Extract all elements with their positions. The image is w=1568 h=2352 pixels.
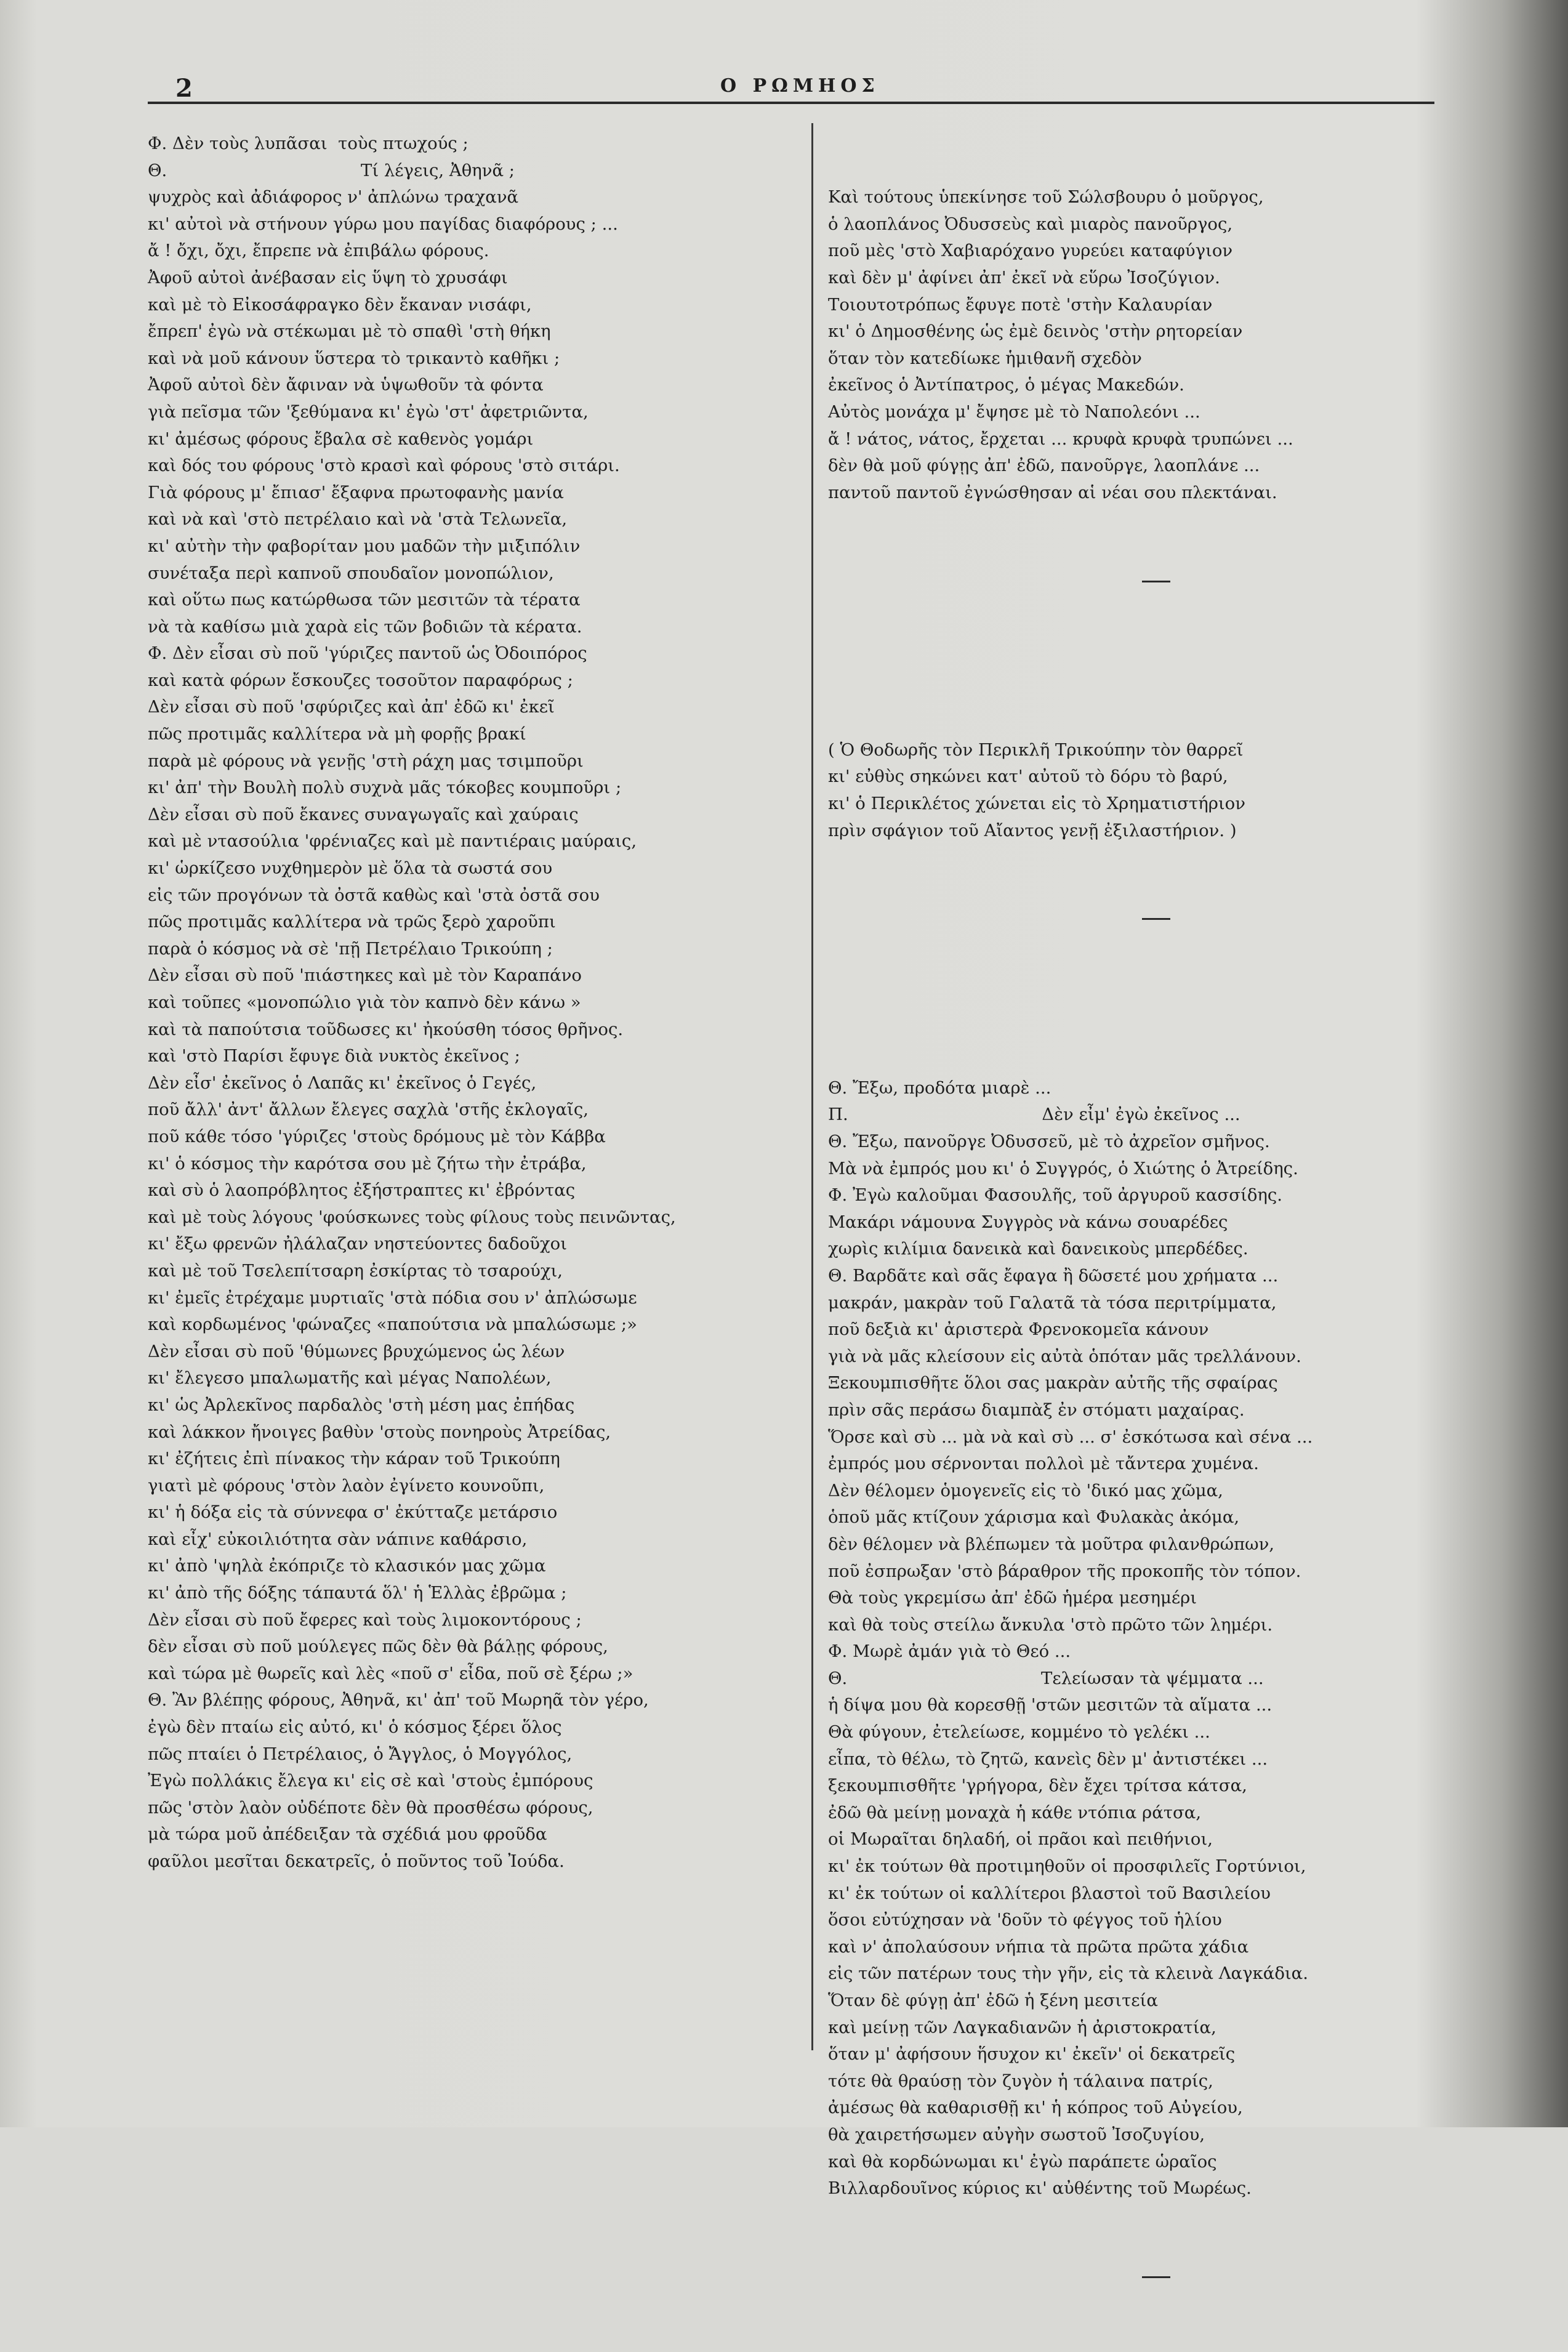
- verse-line: παρὰ ὁ κόσμος νὰ σὲ 'πῇ Πετρέλαιο Τρικούπη ;: [148, 938, 553, 959]
- verse-line: καὶ δός του φόρους 'στὸ κρασὶ καὶ φόρους 'στὸ σιτάρι.: [148, 456, 620, 476]
- verse-line: καὶ δὲν μ' ἀφίνει ἀπ' ἐκεῖ νὰ εὕρω Ἰσοζύγιον.: [828, 267, 1220, 288]
- verse-line: Ἀφοῦ αὐτοὶ ἀνέβασαν εἰς ὕψη τὸ χρυσάφι: [148, 267, 508, 288]
- verse-line: Δὲν εἶσαι σὺ ποῦ 'θύμωνες βρυχώμενος ὡς λέων: [148, 1341, 565, 1361]
- verse-line: Φ. Δὲν εἶσαι σὺ ποῦ 'γύριζες παντοῦ ὡς Ὀδοιπόρος: [148, 643, 587, 664]
- verse-line: καὶ τὰ παπούτσια τοῦδωσες κι' ἠκούσθη τόσος θρῆνος.: [148, 1019, 624, 1039]
- verse-line: Θὰ φύγουν, ἐτελείωσε, κομμένο τὸ γελέκι ...: [828, 1722, 1210, 1742]
- verse-line: κι' ἀμέσως φόρους ἔβαλα σὲ καθενὸς γομάρι: [148, 429, 534, 449]
- masthead-title: Ο ΡΩΜΗΟΣ: [720, 75, 880, 97]
- verse-line: καὶ μὲ τοὺς λόγους 'φούσκωνες τοὺς φίλους τοὺς πεινῶντας,: [148, 1207, 676, 1227]
- verse-line: πῶς 'στὸν λαὸν οὐδέποτε δὲν θὰ προσθέσω φόρους,: [148, 1797, 593, 1818]
- verse-line: καὶ μὲ τοῦ Τσελεπίτσαρη ἐσκίρτας τὸ τσαρούχι,: [148, 1260, 563, 1281]
- verse-line: κι' ἀπὸ τῆς δόξης τάπαυτά ὅλ' ἡ Ἑλλὰς ἐβρῶμα ;: [148, 1583, 567, 1603]
- verse-line: πρὶν σφάγιον τοῦ Αἴαντος γενῇ ἐξιλαστήριον. ): [828, 820, 1237, 840]
- verse-line: μὰ τώρα μοῦ ἀπέδειξαν τὰ σχέδιά μου φροῦδα: [148, 1824, 547, 1845]
- column-divider: [811, 123, 813, 2050]
- verse-line: ποῦ μὲς 'στὸ Χαβιαρόχανο γυρεύει καταφύγιον: [828, 241, 1233, 261]
- page-number: 2: [175, 74, 193, 103]
- verse-line: Γιὰ φόρους μ' ἔπιασ' ἔξαφνα πρωτοφανὴς μανία: [148, 482, 564, 502]
- verse-line: Ὅταν δὲ φύγῃ ἀπ' ἐδῶ ἡ ξένη μεσιτεία: [828, 1991, 1158, 2010]
- verse-line: καὶ θὰ τοὺς στείλω ἄνκυλα 'στὸ πρῶτο τῶν λημέρι.: [828, 1614, 1273, 1635]
- verse-line: ἐδῶ θὰ μείνῃ μοναχὰ ἡ κάθε ντόπια ράτσα,: [828, 1802, 1202, 1822]
- verse-line: ἡ δίψα μου θὰ κορεσθῇ 'στῶν μεσιτῶν τὰ αἵματα ...: [828, 1695, 1272, 1715]
- verse-line: καὶ μὲ ντασούλια 'φρένιαζες καὶ μὲ παντιέραις μαύραις,: [148, 831, 637, 852]
- verse-line: νὰ τὰ καθίσω μιὰ χαρὰ εἰς τῶν βοδιῶν τὰ κέρατα.: [148, 616, 582, 637]
- verse-line: καὶ μὲ τὸ Εἰκοσάφραγκο δὲν ἔκαναν νισάφι,: [148, 294, 532, 315]
- verse-line: Θ. Βαρδᾶτε καὶ σᾶς ἔφαγα ἢ δῶσετέ μου χρήματα ...: [828, 1265, 1279, 1286]
- verse-line: κι' ἐζήτεις ἐπὶ πίνακος τὴν κάραν τοῦ Τρικούπη: [148, 1449, 560, 1469]
- verse-line: κι' ὁ Δημοσθένης ὡς ἐμὲ δεινὸς 'στὴν ρητορείαν: [828, 321, 1243, 342]
- verse-line: καὶ νὰ μοῦ κάνουν ὕστερα τὸ τρικαντὸ καθῆκι ;: [148, 348, 560, 368]
- verse-line: πρὶν σᾶς περάσω διαμπὰξ ἐν στόματι μαχαίρας.: [828, 1400, 1245, 1420]
- verse-line: Θ. Ἔξω, προδότα μιαρὲ ...: [828, 1077, 1051, 1098]
- verse-line: Θ. Τί λέγεις, Ἀθηνᾶ ;: [148, 160, 515, 180]
- verse-line: Θ. Τελείωσαν τὰ ψέμματα ...: [828, 1668, 1264, 1688]
- left-column: [148, 131, 800, 1875]
- verse-line: κι' ἀπ' τὴν Βουλὴ πολὺ συχνὰ μᾶς τόκοβες κουμποῦρι ;: [148, 778, 622, 798]
- verse-line: καὶ σὺ ὁ λαοπρόβλητος ἐξήστραπτες κι' ἐβρόντας: [148, 1180, 576, 1201]
- verse-line: ( Ὁ Θοδωρῆς τὸν Περικλῆ Τρικούπην τὸν θαρρεῖ: [828, 739, 1244, 760]
- verse-line: κι' ὡς Ἀρλεκῖνος παρδαλὸς 'στὴ μέση μας ἐπήδας: [148, 1395, 575, 1415]
- verse-line: Δὲν εἶσαι σὺ ποῦ ἔκανες συναγωγαῖς καὶ χαύραις: [148, 804, 579, 824]
- verse-line: κι' αὐτὴν τὴν φαβορίταν μου μαδῶν τὴν μιξιπόλιν: [148, 536, 581, 556]
- verse-line: κι' ὡρκίζεσο νυχθημερὸν μὲ ὅλα τὰ σωστά σου: [148, 858, 553, 879]
- verse-line: πῶς προτιμᾶς καλλίτερα νὰ τρῶς ξερὸ χαροῦπι: [148, 912, 556, 932]
- verse-line: Καὶ τούτους ὑπεκίνησε τοῦ Σώλσβουρυ ὁ μοῦργος,: [828, 187, 1264, 207]
- verse-line: Θ. Ἂν βλέπῃς φόρους, Ἀθηνᾶ, κι' ἀπ' τοῦ Μωρηᾶ τὸν γέρο,: [148, 1690, 649, 1710]
- verse-line: Μὰ νὰ ἐμπρός μου κι' ὁ Συγγρός, ὁ Χιώτης ὁ Ἀτρείδης.: [828, 1158, 1298, 1178]
- header-rule: [148, 102, 1434, 104]
- verse-line: κι' ἐμεῖς ἐτρέχαμε μυρτιαῖς 'στὰ πόδια σου ν' ἀπλώσωμε: [148, 1287, 637, 1308]
- verse-line: κι' ὁ κόσμος τὴν καρότσα σου μὲ ζήτω τὴν ἐτράβα,: [148, 1153, 587, 1174]
- section-separator: [1142, 918, 1170, 920]
- verse-line: καὶ ν' ἀπολαύσουν νήπια τὰ πρῶτα πρῶτα χάδια: [828, 1936, 1249, 1957]
- verse-line: ψυχρὸς καὶ ἀδιάφορος ν' ἀπλώνω τραχανᾶ: [148, 187, 519, 207]
- verse-line: ἄ ! ὄχι, ὄχι, ἔπρεπε νὰ ἐπιβάλω φόρους.: [148, 241, 489, 261]
- verse-line: κι' αὐτοὶ νὰ στήνουν γύρω μου παγίδας διαφόρους ; ...: [148, 214, 618, 234]
- verse-line: πῶς πταίει ὁ Πετρέλαιος, ὁ Ἄγγλος, ὁ Μογγόλος,: [148, 1744, 573, 1764]
- verse-line: ἐγὼ δὲν πταίω εἰς αὐτό, κι' ὁ κόσμος ξέρει ὅλος: [148, 1717, 562, 1738]
- verse-line: καὶ κορδωμένος 'φώναζες «παπούτσια νὰ μπαλώσωμε ;»: [148, 1315, 637, 1335]
- verse-line: ὁποῦ μᾶς κτίζουν χάρισμα καὶ Φυλακὰς ἀκόμα,: [828, 1507, 1240, 1528]
- verse-line: παρὰ μὲ φόρους νὰ γενῇς 'στὴ ράχη μας τσιμποῦρι: [148, 751, 584, 771]
- verse-line: Τοιουτοτρόπως ἔφυγε ποτὲ 'στὴν Καλαυρίαν: [828, 294, 1213, 315]
- verse-line: Φ. Δὲν τοὺς λυπᾶσαι τοὺς πτωχούς ;: [148, 134, 468, 153]
- verse-line: ἐκεῖνος ὁ Ἀντίπατρος, ὁ μέγας Μακεδών.: [828, 375, 1184, 395]
- verse-line: δὲν εἶσαι σὺ ποῦ μούλεγες πῶς δὲν θὰ βάλῃς φόρους,: [148, 1637, 608, 1657]
- verse-line: ἔπρεπ' ἐγὼ νὰ στέκωμαι μὲ τὸ σπαθὶ 'στὴ θήκη: [148, 321, 551, 342]
- verse-line: δὲν θὰ μοῦ φύγῃς ἀπ' ἐδῶ, πανοῦργε, λαοπλάνε ...: [828, 456, 1260, 476]
- verse-line: γιατὶ μὲ φόρους 'στὸν λαὸν ἐγίνετο κουνοῦπι,: [148, 1475, 545, 1496]
- verse-line: Φ. Μωρὲ ἀμάν γιὰ τὸ Θεό ...: [828, 1641, 1071, 1662]
- verse-line: κι' ἐκ τούτων θὰ προτιμηθοῦν οἱ προσφιλεῖς Γορτύνιοι,: [828, 1856, 1306, 1877]
- verse-line: καὶ θὰ κορδώνωμαι κι' ἐγὼ παράπετε ὡραῖος: [828, 2151, 1217, 2172]
- verse-line: εἰς τῶν πατέρων τους τὴν γῆν, εἰς τὰ κλεινὰ Λαγκάδια.: [828, 1963, 1308, 1984]
- verse-line: τότε θὰ θραύσῃ τὸν ζυγὸν ἡ τάλαινα πατρίς,: [828, 2071, 1213, 2091]
- verse-line: κι' ἔξω φρενῶν ἠλάλαζαν νηστεύοντες δαδοῦχοι: [148, 1234, 568, 1254]
- verse-line: κι' ἡ δόξα εἰς τὰ σύννεφα σ' ἐκύτταζε μετάρσιο: [148, 1502, 558, 1523]
- verse-line: Φ. Ἐγὼ καλοῦμαι Φασουλῆς, τοῦ ἀργυροῦ κασσίδης.: [828, 1185, 1283, 1206]
- spacer: [828, 994, 1431, 1021]
- verse-line: ἀμέσως θὰ καθαρισθῇ κι' ἡ κόπρος τοῦ Αὐγείου,: [828, 2098, 1243, 2118]
- stage-direction: [828, 737, 1431, 844]
- verse-line: δὲν θέλομεν νὰ βλέπωμεν τὰ μοῦτρα φιλανθρώπων,: [828, 1534, 1275, 1554]
- verse-line: χωρὶς κιλίμια δανεικὰ καὶ δανεικοὺς μπερδέδες.: [828, 1239, 1248, 1259]
- spacer: [828, 656, 1431, 683]
- verse-line: ποῦ ἄλλ' ἀντ' ἄλλων ἔλεγες σαχλὰ 'στῆς ἐκλογαῖς,: [148, 1100, 589, 1120]
- verse-line: καὶ λάκκον ἤνοιγες βαθὺν 'στοὺς πονηροὺς Ἀτρείδας,: [148, 1422, 611, 1442]
- verse-line: γιὰ πεῖσμα τῶν 'ξεθύμανα κι' ἐγὼ 'στ' ἀφετριῶντα,: [148, 401, 589, 422]
- verse-line: καὶ νὰ καὶ 'στὸ πετρέλαιο καὶ νὰ 'στὰ Τελωνεῖα,: [148, 509, 568, 530]
- right-column: [828, 131, 1431, 2352]
- verse-line: Θὰ τοὺς γκρεμίσω ἀπ' ἐδῶ ἡμέρα μεσημέρι: [828, 1588, 1197, 1608]
- verse-line: ποῦ κάθε τόσο 'γύριζες 'στοὺς δρόμους μὲ τὸν Κάββα: [148, 1126, 606, 1146]
- verse-line: Δὲν εἶσαι σὺ ποῦ ἔφερες καὶ τοὺς λιμοκοντόρους ;: [148, 1609, 582, 1630]
- verse-line: οἱ Μωραῖται δηλαδή, οἱ πρᾶοι καὶ πειθήνιοι,: [828, 1829, 1213, 1850]
- section-separator: [1142, 581, 1170, 582]
- verse-line: Δὲν εἶσαι σὺ ποῦ 'σφύριζες καὶ ἀπ' ἐδῶ κι' ἐκεῖ: [148, 697, 555, 717]
- verse-line: καὶ μείνῃ τῶν Λαγκαδιανῶν ἡ ἀριστοκρατία,: [828, 2017, 1216, 2037]
- verse-line: καὶ 'στὸ Παρίσι ἔφυγε διὰ νυκτὸς ἐκεῖνος ;: [148, 1046, 520, 1066]
- verse-line: Θ. Ἔξω, πανοῦργε Ὀδυσσεῦ, μὲ τὸ ἀχρεῖον σμῆνος.: [828, 1132, 1270, 1151]
- verse-line: εἰς τῶν προγόνων τὰ ὀστᾶ καθὼς καὶ 'στὰ ὀστᾶ σου: [148, 885, 600, 905]
- page-header: [148, 73, 1434, 110]
- verse-line: φαῦλοι μεσῖται δεκατρεῖς, ὁ ποῦντος τοῦ Ἰούδα.: [148, 1851, 565, 1871]
- verse-line: εἶπα, τὸ θέλω, τὸ ζητῶ, κανεὶς δὲν μ' ἀντιστέκει ...: [828, 1749, 1268, 1769]
- verse-line: συνέταξα περὶ καπνοῦ σπουδαῖον μονοπώλιον,: [148, 563, 554, 583]
- verse-line: ὅσοι εὐτύχησαν νὰ 'δοῦν τὸ φέγγος τοῦ ἡλίου: [828, 1910, 1222, 1930]
- verse-line: Ἐγὼ πολλάκις ἔλεγα κι' εἰς σὲ καὶ 'στοὺς ἐμπόρους: [148, 1771, 593, 1791]
- verse-line: Δὲν εἶσ' ἐκεῖνος ὁ Λαπᾶς κι' ἐκεῖνος ὁ Γεγές,: [148, 1073, 537, 1093]
- verse-line: κι' ἀπὸ 'ψηλὰ ἐκόπριζε τὸ κλασικόν μας χῶμα: [148, 1556, 546, 1576]
- verse-line: μακράν, μακρὰν τοῦ Γαλατᾶ τὰ τόσα περιτρίμματα,: [828, 1292, 1277, 1313]
- verse-line: καὶ οὕτω πως κατώρθωσα τῶν μεσιτῶν τὰ τέρατα: [148, 590, 581, 610]
- verse-line: παντοῦ παντοῦ ἐγνώσθησαν αἱ νέαι σου πλεκτάναι.: [828, 482, 1277, 502]
- verse-line: ὅταν τὸν κατεδίωκε ἡμιθανῆ σχεδὸν: [828, 348, 1142, 368]
- verse-line: Ξεκουμπισθῆτε ὅλοι σας μακρὰν αὐτῆς τῆς σφαίρας: [828, 1373, 1278, 1393]
- section-separator: [1142, 2276, 1170, 2278]
- verse-line: κι' ἐκ τούτων οἱ καλλίτεροι βλαστοὶ τοῦ Βασιλείου: [828, 1883, 1271, 1903]
- verse-line: Αὐτὸς μονάχα μ' ἔψησε μὲ τὸ Ναπολεόνι ...: [828, 401, 1200, 422]
- verse-line: ποῦ ἐσπρωξαν 'στὸ βάραθρον τῆς προκοπῆς τὸν τόπον.: [828, 1561, 1301, 1581]
- verse-line: καὶ κατὰ φόρων ἔσκουζες τοσοῦτον παραφόρως ;: [148, 670, 573, 690]
- verse-line: ὁ λαοπλάνος Ὀδυσσεὺς καὶ μιαρὸς πανοῦργος,: [828, 214, 1233, 234]
- verse-line: Δὲν εἶσαι σὺ ποῦ 'πιάστηκες καὶ μὲ τὸν Καραπάνο: [148, 965, 582, 986]
- verse-line: Μακάρι νάμουνα Συγγρὸς νὰ κάνω σουαρέδες: [828, 1212, 1228, 1232]
- verse-line: κι' ὁ Περικλέτος χώνεται εἰς τὸ Χρηματιστήριον: [828, 794, 1245, 814]
- verse-line: ποῦ δεξιὰ κι' ἀριστερὰ Φρενοκομεῖα κάνουν: [828, 1319, 1209, 1340]
- right-verse-block-2: [828, 1075, 1431, 2202]
- verse-line: κι' ἔλεγεσο μπαλωματῆς καὶ μέγας Ναπολέων,: [148, 1368, 552, 1388]
- verse-line: καὶ εἶχ' εὐκοιλιότητα σὰν νάπινε καθάρσιο,: [148, 1529, 528, 1549]
- verse-line: ἐμπρός μου σέρνονται πολλοὶ μὲ τἄντερα χυμένα.: [828, 1454, 1259, 1474]
- verse-line: Ὅρσε καὶ σὺ ... μὰ νὰ καὶ σὺ ... σ' ἐσκότωσα καὶ σένα ...: [828, 1427, 1313, 1447]
- verse-line: θὰ χαιρετήσωμεν αὐγὴν σωστοῦ Ἰσοζυγίου,: [828, 2124, 1205, 2145]
- verse-line: πῶς προτιμᾶς καλλίτερα νὰ μὴ φορῇς βρακί: [148, 724, 526, 744]
- verse-line: γιὰ νὰ μᾶς κλείσουν εἰς αὐτὰ ὁπόταν μᾶς τρελλάνουν.: [828, 1346, 1301, 1366]
- verse-line: ἄ ! νάτος, νάτος, ἔρχεται ... κρυφὰ κρυφὰ τρυπώνει ...: [828, 429, 1293, 449]
- verse-line: ξεκουμπισθῆτε 'γρήγορα, δὲν ἔχει τρίτσα κάτσα,: [828, 1776, 1247, 1796]
- verse-line: Βιλλαρδουῖνος κύριος κι' αὐθέντης τοῦ Μωρέως.: [828, 2178, 1252, 2199]
- right-verse-block-1: [828, 184, 1431, 506]
- verse-line: Ἀφοῦ αὐτοὶ δὲν ἄφιναν νὰ ὑψωθοῦν τὰ φόντα: [148, 375, 544, 395]
- verse-line: Δὲν θέλομεν ὁμογενεῖς εἰς τὸ 'δικό μας χῶμα,: [828, 1480, 1223, 1500]
- verse-line: καὶ τώρα μὲ θωρεῖς καὶ λὲς «ποῦ σ' εἶδα, ποῦ σὲ ξέρω ;»: [148, 1663, 633, 1683]
- verse-line: καὶ τοῦπες «μονοπώλιο γιὰ τὸν καπνὸ δὲν κάνω »: [148, 993, 581, 1012]
- verse-line: Π. Δὲν εἶμ' ἐγὼ ἐκεῖνος ...: [828, 1105, 1240, 1125]
- verse-line: κι' εὐθὺς σηκώνει κατ' αὐτοῦ τὸ δόρυ τὸ βαρύ,: [828, 767, 1228, 787]
- verse-line: ὅταν μ' ἀφήσουν ἥσυχον κι' ἐκεῖν' οἱ δεκατρεῖς: [828, 2044, 1236, 2064]
